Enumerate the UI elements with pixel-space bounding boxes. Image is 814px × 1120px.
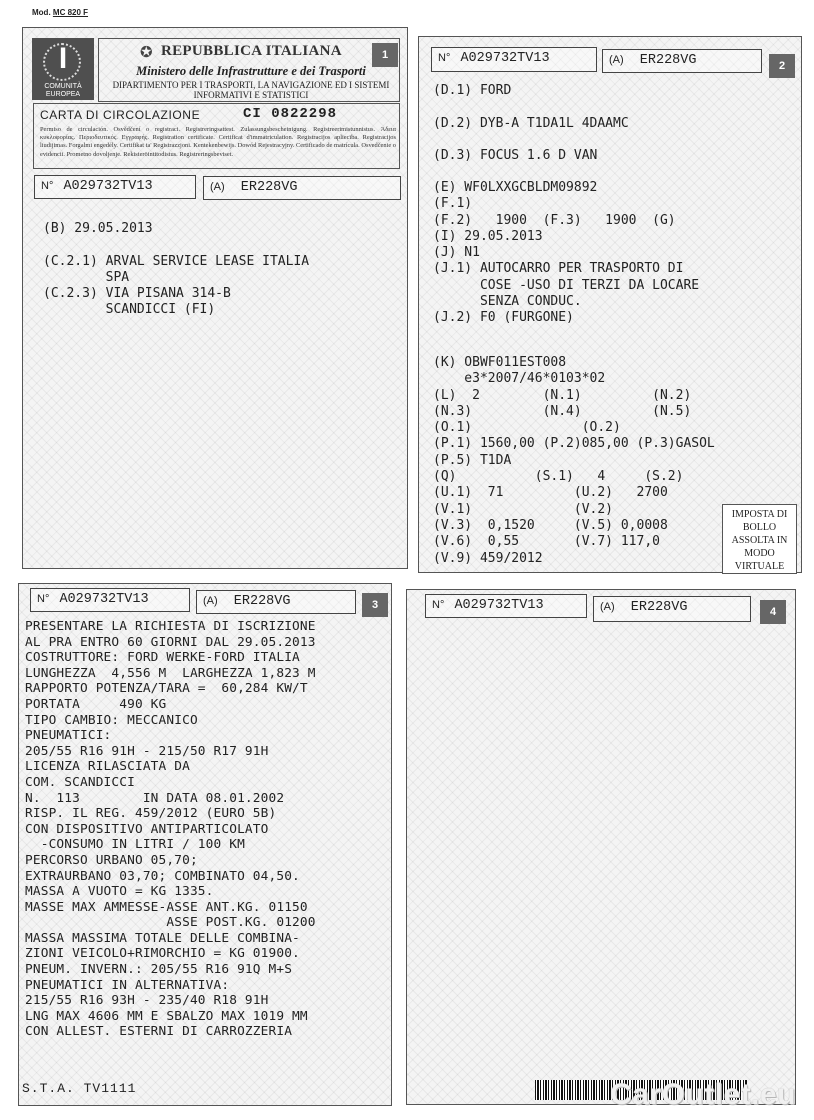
doc-number-label: N°	[438, 52, 451, 64]
doc-number-label: N°	[37, 593, 50, 605]
section-number-badge: 4	[760, 600, 786, 624]
republic-emblem-icon: ✪	[140, 43, 153, 61]
country-letter: I	[58, 42, 68, 75]
doc-number-label: N°	[41, 180, 54, 192]
watermark-logo: CarOutlet.eu	[610, 1078, 797, 1111]
doc-number-value: A029732TV13	[460, 51, 550, 66]
plate-value: ER228VG	[630, 600, 688, 615]
eu-flag-logo	[32, 38, 94, 100]
plate-label: (A)	[600, 601, 615, 613]
doc-number-field	[425, 594, 587, 618]
stamp-duty-box: IMPOSTA DI BOLLO ASSOLTA IN MODO VIRTUALE	[722, 504, 797, 574]
section-4	[406, 589, 796, 1105]
plate-field	[602, 49, 762, 73]
title-translations: Permiso de circulación. Osvědčení o registraci. Registreringsattest. Zulassungsbescheinigung. Registreerimistunnistus. Άδεια κυκλοφορίας. Περιοδευτικός. Εγγραφής. Registration certificate. Certificat d'immatriculation. Registracijos apliecība. Registracijos liudijimas. Forgalmi engedély. Certifikat ta' Registrazzjoni. Kentekenbewijs. Dowód Rejestracyjny. Certificado de matrícula. Osvedčenie o evidencii. Prometno dovoljenje. Rekisteröintitodistus. Registreringsbeviset.	[40, 126, 396, 158]
vehicle-make-model: (D.1) FORD (D.2) DYB-A T1DA1L 4DAAMC (D.3) FOCUS 1.6 D VAN	[433, 83, 629, 164]
doc-number-field	[34, 175, 196, 199]
form-code-label: Mod.	[32, 8, 51, 17]
section-number-badge: 3	[362, 593, 388, 617]
section-number-badge: 2	[769, 54, 795, 78]
doc-number-field	[30, 588, 190, 612]
section-3	[18, 583, 392, 1106]
doc-number-value: A029732TV13	[454, 598, 544, 613]
plate-label: (A)	[609, 54, 624, 66]
plate-value: ER228VG	[240, 180, 298, 195]
ministry-name: Ministero delle Infrastrutture e dei Trasporti	[136, 64, 366, 78]
form-code-number: MC 820 F	[52, 8, 89, 17]
department-name: DIPARTIMENTO PER I TRASPORTI, LA NAVIGAZIONE ED I SISTEMI INFORMATIVI E STATISTICI	[112, 80, 390, 100]
vehicle-identification: (E) WF0LXXGCBLDM09892 (F.1) (F.2) 1900 (F.3) 1900 (G) (I) 29.05.2013 (J) N1 (J.1) AUTOCARRO PER TRASPORTO DI COSE -USO DI TERZI DA LOCARE SENZA CONDUC. (J.2) F0 (FURGONE)	[433, 180, 700, 326]
plate-label: (A)	[210, 181, 225, 193]
card-number: CI 0822298	[243, 106, 338, 122]
doc-number-value: A029732TV13	[59, 592, 149, 607]
section-2	[418, 36, 802, 573]
vehicle-technical-data: (K) OBWF011EST008 e3*2007/46*0103*02 (L) 2 (N.1) (N.2) (N.3) (N.4) (N.5) (O.1) (O.2) (P.1) 1560,00 (P.2)085,00 (P.3)GASOL (P.5) T1DA (Q) (S.1) 4 (S.2) (U.1) 71 (U.2) 2700 (V.1) (V.2) (V.3) 0,1520 (V.5) 0,0008 (V.6) 0,55 (V.7) 117,0 (V.9) 459/2012	[433, 355, 715, 566]
plate-value: ER228VG	[233, 594, 291, 609]
additional-notes: PRESENTARE LA RICHIESTA DI ISCRIZIONE AL PRA ENTRO 60 GIORNI DAL 29.05.2013 COSTRUTTORE: FORD WERKE-FORD ITALIA LUNGHEZZA 4,556 M LARGHEZZA 1,823 M RAPPORTO POTENZA/TARA = 60,284 KW/T PORTATA 490 KG TIPO CAMBIO: MECCANICO PNEUMATICI: 205/55 R16 91H - 215/50 R17 91H LICENZA RILASCIATA DA COM. SCANDICCI N. 113 IN DATA 08.01.2002 RISP. IL REG. 459/2012 (EURO 5B) CON DISPOSITIVO ANTIPARTICOLATO -CONSUMO IN LITRI / 100 KM PERCORSO URBANO 05,70; EXTRAURBANO 03,70; COMBINATO 04,50. MASSA A VUOTO = KG 1335. MASSE MAX AMMESSE-ASSE ANT.KG. 01150 ASSE POST.KG. 01200 MASSA MASSIMA TOTALE DELLE COMBINA- ZIONI VEICOLO+RIMORCHIO = KG 01900. PNEUM. INVERN.: 205/55 R16 91Q M+S PNEUMATICI IN ALTERNATIVA: 215/55 R16 93H - 235/40 R18 91H LNG MAX 4606 MM E SBALZO MAX 1019 MM CON ALLEST. ESTERNI DI CARROZZERIA	[25, 619, 316, 1040]
card-title: CARTA DI CIRCOLAZIONE	[40, 108, 201, 122]
doc-number-label: N°	[432, 599, 445, 611]
section-number-badge: 1	[372, 43, 398, 67]
plate-field	[593, 596, 751, 622]
section-1	[22, 27, 408, 569]
plate-value: ER228VG	[639, 53, 697, 68]
doc-number-value: A029732TV13	[63, 179, 153, 194]
form-code	[32, 8, 88, 17]
holder-details: (B) 29.05.2013 (C.2.1) ARVAL SERVICE LEASE ITALIA SPA (C.2.3) VIA PISANA 314-B SCANDICCI (FI)	[43, 221, 310, 318]
plate-label: (A)	[203, 595, 218, 607]
plate-field	[203, 176, 401, 200]
republic-title: REPUBBLICA ITALIANA	[161, 43, 342, 59]
plate-field	[196, 590, 356, 614]
doc-number-field	[431, 47, 597, 72]
eu-caption: COMUNITÀ EUROPEA	[44, 83, 82, 98]
sta-code: S.T.A. TV1111	[22, 1081, 137, 1096]
